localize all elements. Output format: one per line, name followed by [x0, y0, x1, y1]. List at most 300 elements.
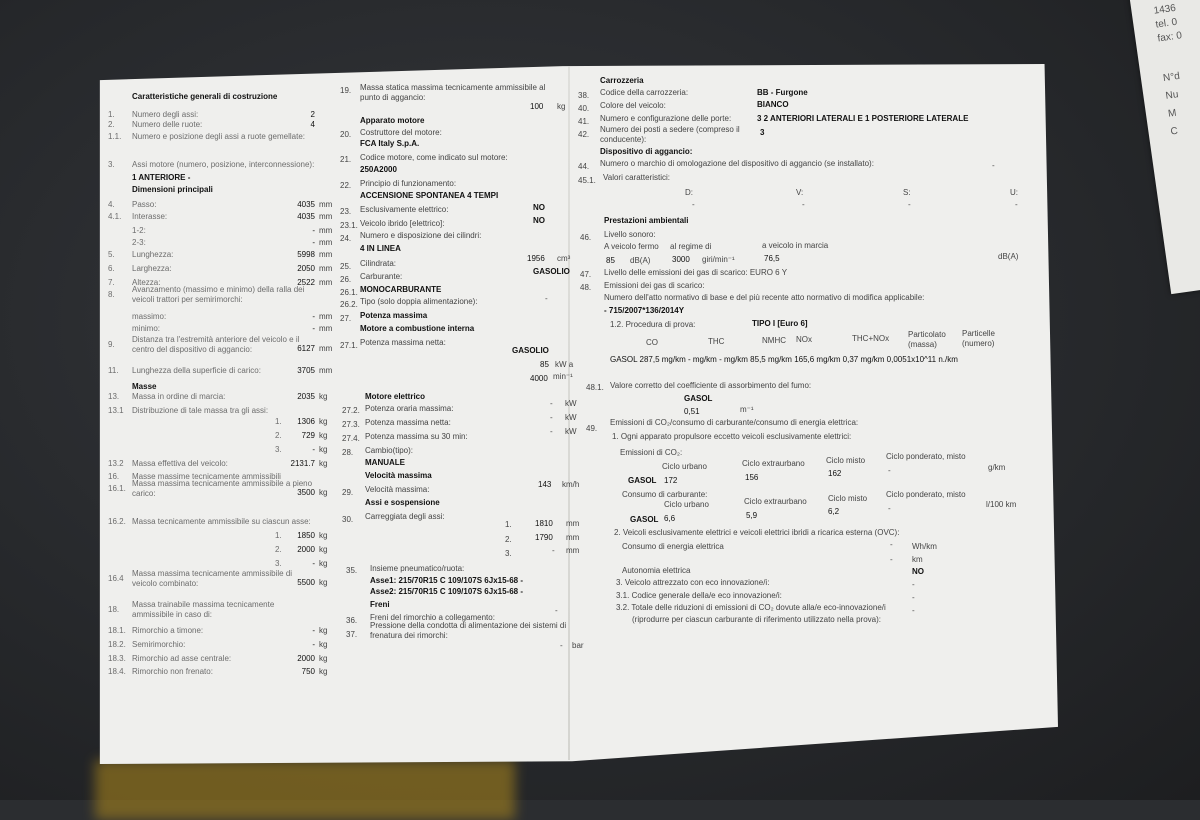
row-label: Rimorchio non frenato: [132, 667, 213, 676]
yellow-object [95, 760, 515, 820]
value: 100 [530, 102, 544, 111]
row-num: 22. [340, 181, 352, 190]
section-heading: Assi e sospensione [365, 498, 440, 507]
row-num: 27. [340, 314, 352, 323]
noise-label: A veicolo fermo [604, 242, 659, 251]
value: 85 [606, 256, 615, 265]
row-label: Assi motore (numero, posizione, interconnessione): [132, 160, 315, 169]
cycle-head: Ciclo misto [828, 494, 868, 503]
row-num: 42. [578, 130, 590, 139]
row-label: Esclusivamente elettrico: [360, 205, 449, 214]
unit: mm [319, 238, 333, 247]
row-label: Rimorchio a timone: [132, 626, 204, 635]
row-num: 9. [108, 340, 115, 349]
value: - [888, 504, 891, 513]
row-label: Distanza tra l'estremità anteriore del veicolo e il centro del dispositivo di aggancio: [132, 335, 300, 354]
value: ACCENSIONE SPONTANEA 4 TEMPI [360, 191, 499, 200]
cycle-head: Ciclo ponderato, misto [886, 452, 966, 461]
value: - [312, 640, 315, 649]
value: NO [533, 216, 545, 225]
row-num: 27.1. [340, 341, 358, 350]
row-label: Insieme pneumatico/ruota: [370, 564, 465, 573]
row-num: 23. [340, 207, 352, 216]
row-label: Colore del veicolo: [600, 101, 666, 110]
row-num: 7. [108, 278, 115, 287]
value: 4035 [297, 200, 315, 209]
row-label: 3. [275, 559, 282, 568]
row-num: 47. [580, 270, 592, 279]
row-label: Potenza massima netta: [365, 418, 451, 427]
unit: mm [319, 312, 333, 321]
unit: kg [319, 640, 328, 649]
axle-num: 3. [505, 549, 512, 558]
unit: g/km [988, 463, 1006, 472]
row-label: 2. [275, 431, 282, 440]
row-num: 44. [578, 162, 590, 171]
row-label: Costruttore del motore: [360, 128, 442, 137]
unit: mm [319, 366, 333, 375]
value: - [890, 555, 893, 564]
value: 2000 [297, 654, 315, 663]
row-label: Numero dell'atto normativo di base e del più recente atto normativo di modifica applicabile: [604, 293, 925, 302]
unit: mm [566, 519, 580, 528]
row-label: Carreggiata degli assi: [365, 512, 445, 521]
section-heading: Apparato motore [360, 116, 425, 125]
value: 76,5 [764, 254, 780, 263]
row-label: Valori caratteristici: [603, 173, 670, 182]
value: 2050 [297, 264, 315, 273]
row-label: Emissioni di CO₂: [620, 448, 683, 457]
side-card-line: tel. 0 [1154, 16, 1178, 31]
value: 3500 [297, 488, 315, 497]
row-num: 16.4 [108, 574, 124, 583]
emission-head: THC+NOx [852, 334, 890, 343]
row-num: 28. [342, 448, 354, 457]
value: - [912, 580, 915, 589]
row-label: 1. [275, 417, 282, 426]
value: BB - Furgone [757, 88, 808, 97]
cycle-head: Ciclo extraurbano [742, 459, 805, 468]
unit: mm [319, 226, 333, 235]
value: - [802, 200, 805, 209]
row-num: 18.3. [108, 654, 126, 663]
row-num: 3. [108, 160, 115, 169]
value: 5,9 [746, 511, 758, 520]
row-label: Velocità massima: [365, 485, 430, 494]
char-label: U: [1010, 188, 1018, 197]
value: 143 [538, 480, 552, 489]
value: 2 [310, 110, 315, 119]
value: GASOL [628, 476, 657, 485]
value: 156 [745, 473, 759, 482]
row-label: Lunghezza della superficie di carico: [132, 366, 261, 375]
char-label: V: [796, 188, 804, 197]
noise-label: a veicolo in marcia [762, 241, 829, 250]
unit: kg [319, 417, 328, 426]
row-label: Massa tecnicamente ammissibile su ciascun asse: [132, 517, 311, 526]
unit: kW a [555, 360, 574, 369]
unit: mm [319, 212, 333, 221]
row-num: 45.1. [578, 176, 596, 185]
row-label: Livello sonoro: [604, 230, 656, 239]
unit: kg [319, 431, 328, 440]
row-label: 1-2: [132, 226, 146, 235]
row-num: 27.3. [342, 420, 360, 429]
unit: kg [319, 445, 328, 454]
emission-head: NMHC [762, 336, 786, 345]
side-card-line: 1436 [1152, 2, 1177, 17]
value: 3 2 ANTERIORI LATERALI E 1 POSTERIORE LATERALE [757, 114, 969, 123]
row-label: Potenza oraria massima: [365, 404, 454, 413]
value: - [890, 540, 893, 549]
emission-head: THC [708, 337, 725, 346]
value: 162 [828, 469, 842, 478]
unit: kg [319, 459, 328, 468]
row-label: Consumo di carburante: [622, 490, 708, 499]
value: 1306 [297, 417, 315, 426]
row-label: 2-3: [132, 238, 146, 247]
row-num: 2. [108, 120, 115, 129]
unit: kW [565, 427, 577, 436]
value: 6,6 [664, 514, 676, 523]
emission-row: GASOL 287,5 mg/km - mg/km - mg/km 85,5 mg/km 165,6 mg/km 0,37 mg/km 0,0051x10^11 n./km [610, 355, 958, 364]
value: - [908, 200, 911, 209]
unit: giri/min⁻¹ [702, 255, 735, 264]
value: 2000 [297, 545, 315, 554]
noise-label: al regime di [670, 242, 712, 251]
side-card-line: M [1167, 107, 1178, 120]
section-heading: Dimensioni principali [132, 185, 213, 194]
row-num: 11. [108, 366, 119, 375]
row-label: 1.2. Procedura di prova: [610, 320, 696, 329]
row-num: 46. [580, 233, 592, 242]
value: 1810 [535, 519, 553, 528]
char-label: D: [685, 188, 693, 197]
unit: kg [319, 531, 328, 540]
value: 729 [301, 431, 315, 440]
value: NO [912, 567, 924, 576]
row-num: 30. [342, 515, 354, 524]
value: - [560, 641, 563, 650]
row-label: Freni del rimorchio a collegamento: [370, 613, 495, 622]
value: - [992, 161, 995, 170]
unit: mm [566, 533, 580, 542]
row-label: Codice motore, come indicato sul motore: [360, 153, 508, 162]
value: 2131.7 [290, 459, 315, 468]
value: - [312, 559, 315, 568]
section-heading: 1 ANTERIORE - [132, 173, 191, 182]
side-card-line: N°d [1162, 70, 1181, 85]
row-num: 26.2. [340, 300, 358, 309]
value: - [692, 200, 695, 209]
section-heading: Dispositivo di aggancio: [600, 147, 693, 156]
row-num: 24. [340, 234, 352, 243]
row-num: 38. [578, 91, 590, 100]
unit: Wh/km [912, 542, 937, 551]
unit: kg [557, 102, 566, 111]
row-label: Cambio(tipo): [365, 446, 414, 455]
section-heading: Freni [370, 600, 390, 609]
row-label: Veicolo ibrido [elettrico]: [360, 219, 445, 228]
row-num: 26. [340, 275, 352, 284]
value: - [312, 226, 315, 235]
row-label: Massa statica massima tecnicamente ammissibile al punto di aggancio: [360, 83, 546, 102]
row-label: Emissioni dei gas di scarico: [604, 281, 705, 290]
value: GASOLIO [512, 346, 549, 355]
value: 2035 [297, 392, 315, 401]
value: FCA Italy S.p.A. [360, 139, 420, 148]
row-num: 27.2. [342, 406, 360, 415]
row-num: 18. [108, 605, 120, 614]
row-label: Tipo (solo doppia alimentazione): [360, 297, 478, 306]
row-label: Emissioni di CO₂/consumo di carburante/consumo di energia elettrica: [610, 418, 859, 427]
value: - [312, 238, 315, 247]
value: 1790 [535, 533, 553, 542]
unit: kg [319, 578, 328, 587]
unit: kg [319, 392, 328, 401]
section-heading: Motore a combustione interna [360, 324, 475, 333]
row-label: Massa massima tecnicamente ammissibile a pieno carico: [132, 479, 313, 498]
row-label: Numero e disposizione dei cilindri: [360, 231, 482, 240]
side-card-line: C [1169, 125, 1179, 138]
row-label: Numero o marchio di omologazione del dispositivo di aggancio (se installato): [600, 159, 874, 168]
row-label: 3. [275, 445, 282, 454]
value: 0,51 [684, 407, 700, 416]
cycle-head: Ciclo extraurbano [744, 497, 807, 506]
cycle-head: Ciclo misto [826, 456, 866, 465]
row-num: 23.1. [340, 221, 358, 230]
row-label: Potenza massima netta: [360, 338, 446, 347]
value: 172 [664, 476, 678, 485]
value: 1850 [297, 531, 315, 540]
value: 4 IN LINEA [360, 244, 401, 253]
row-num: 36. [346, 616, 358, 625]
row-label: 1. [275, 531, 282, 540]
unit: kg [319, 654, 328, 663]
unit: l/100 km [986, 500, 1017, 509]
unit: kg [319, 545, 328, 554]
row-label: Semirimorchio: [132, 640, 186, 649]
value: GASOL [630, 515, 659, 524]
row-num: 16.2. [108, 517, 126, 526]
row-num: 1. [108, 110, 115, 119]
value: GASOL [684, 394, 713, 403]
row-num: 16. [108, 472, 120, 481]
unit: kg [319, 559, 328, 568]
value: - [555, 606, 558, 615]
row-num: 19. [340, 86, 352, 95]
row-label: Avanzamento (massimo e minimo) della ralla dei veicoli trattori per semirimorchi: [132, 285, 305, 304]
value: 3 [760, 128, 765, 137]
unit: kg [319, 667, 328, 676]
unit: mm [319, 324, 333, 333]
row-label: Valore corretto del coefficiente di assorbimento del fumo: [610, 381, 812, 390]
row-label: Altezza: [132, 278, 161, 287]
side-card-line: Nu [1164, 89, 1180, 102]
row-label: Lunghezza: [132, 250, 174, 259]
row-num: 49. [586, 424, 598, 433]
row-label: 3.1. Codice generale della/e eco innovazione/i: [616, 591, 782, 600]
value: Asse1: 215/70R15 C 109/107S 6Jx15-68 - [370, 576, 523, 585]
row-num: 20. [340, 130, 352, 139]
row-label: (riprodurre per ciascun carburante di riferimento utilizzato nella prova): [632, 615, 881, 624]
row-num: 35. [346, 566, 358, 575]
unit: kW [565, 399, 577, 408]
unit: mm [319, 250, 333, 259]
row-label: 2. Veicoli esclusivamente elettrici e veicoli elettrici ibridi a ricarica esterna (OVC): [614, 528, 900, 537]
row-num: 4. [108, 200, 115, 209]
emission-head: Particelle (numero) [962, 329, 995, 348]
axle-num: 2. [505, 535, 512, 544]
unit: kW [565, 413, 577, 422]
emission-head: Particolato (massa) [908, 330, 946, 349]
value: 750 [301, 667, 315, 676]
unit: km [912, 555, 923, 564]
row-label: Massa massima tecnicamente ammissibile di veicolo combinato: [132, 569, 293, 588]
value: GASOLIO [533, 267, 570, 276]
row-num: 18.4. [108, 667, 126, 676]
row-num: 41. [578, 117, 590, 126]
row-label: 2. [275, 545, 282, 554]
unit: m⁻¹ [740, 405, 754, 414]
value: - [312, 324, 315, 333]
side-card-line: fax: 0 [1156, 30, 1183, 45]
row-num: 4.1. [108, 212, 122, 221]
value: 250A2000 [360, 165, 397, 174]
unit: min⁻¹ [553, 372, 573, 381]
row-label: Consumo di energia elettrica [622, 542, 724, 551]
row-label: Numero e configurazione delle porte: [600, 114, 732, 123]
row-num: 16.1. [108, 484, 126, 493]
value: - [888, 466, 891, 475]
value: 6,2 [828, 507, 840, 516]
value: - [550, 399, 553, 408]
unit: mm [319, 200, 333, 209]
row-label: Passo: [132, 200, 157, 209]
row-label: Cilindrata: [360, 259, 397, 268]
axle-num: 1. [505, 520, 512, 529]
document-heading: Caratteristiche generali di costruzione [132, 92, 278, 101]
row-num: 5. [108, 250, 115, 259]
emission-head: CO [646, 338, 658, 347]
row-label: Principio di funzionamento: [360, 179, 457, 188]
value: MONOCARBURANTE [360, 285, 442, 294]
row-num: 21. [340, 155, 352, 164]
row-label: 3.2. Totale delle riduzioni di emissioni di CO₂ dovute alla/e eco-innovazione/i [616, 603, 886, 612]
row-label: Interasse: [132, 212, 168, 221]
row-num: 27.4. [342, 434, 360, 443]
row-num: 18.2. [108, 640, 126, 649]
char-label: S: [903, 188, 911, 197]
section-heading: Masse [132, 382, 157, 391]
row-num: 48.1. [586, 383, 604, 392]
row-label: minimo: [132, 324, 161, 333]
value: 4000 [530, 374, 548, 383]
row-label: Numero delle ruote: [132, 120, 203, 129]
value: - [912, 606, 915, 615]
value: 1956 [527, 254, 545, 263]
value: 5998 [297, 250, 315, 259]
row-num: 26.1. [340, 288, 358, 297]
row-label: Numero dei posti a sedere (compreso il conducente): [600, 125, 740, 144]
value: 5500 [297, 578, 315, 587]
row-num: 48. [580, 283, 592, 292]
value: - [550, 427, 553, 436]
row-num: 8. [108, 290, 115, 299]
row-label: Masse massime tecnicamente ammissibili [132, 472, 281, 481]
row-num: 13. [108, 392, 120, 401]
row-label: Massa trainabile massima tecnicamente ammissibile in caso di: [132, 600, 275, 619]
section-heading: Carrozzeria [600, 76, 644, 85]
value: - 715/2007*136/2014Y [604, 306, 685, 315]
row-num: 1.1. [108, 132, 122, 141]
row-label: Pressione della condotta di alimentazione dei sistemi di frenatura dei rimorchi: [370, 621, 567, 640]
value: 4035 [297, 212, 315, 221]
row-label: Distribuzione di tale massa tra gli assi: [132, 406, 269, 415]
value: 3705 [297, 366, 315, 375]
row-label: 3. Veicolo attrezzato con eco innovazione/i: [616, 578, 770, 587]
unit: bar [572, 641, 584, 650]
row-label: massimo: [132, 312, 167, 321]
value: - [312, 445, 315, 454]
cycle-head: Ciclo urbano [662, 462, 707, 471]
unit: mm [319, 344, 333, 353]
row-num: 13.2 [108, 459, 124, 468]
value: 6127 [297, 344, 315, 353]
value: 4 [310, 120, 315, 129]
unit: dB(A) [998, 252, 1019, 261]
row-label: Carburante: [360, 272, 403, 281]
value: - [552, 546, 555, 555]
row-num: 40. [578, 104, 590, 113]
value: - [912, 593, 915, 602]
row-label: Codice della carrozzeria: [600, 88, 689, 97]
row-num: 13.1 [108, 406, 124, 415]
unit: kg [319, 626, 328, 635]
value: TIPO I [Euro 6] [752, 319, 808, 328]
row-num: 29. [342, 488, 354, 497]
row-label: Rimorchio ad asse centrale: [132, 654, 232, 663]
row-num: 25. [340, 262, 352, 271]
section-heading: Velocità massima [365, 471, 432, 480]
unit: km/h [562, 480, 580, 489]
row-label: Livello delle emissioni dei gas di scarico: EURO 6 Y [604, 268, 788, 277]
value: MANUALE [365, 458, 405, 467]
row-num: 6. [108, 264, 115, 273]
value: - [545, 294, 548, 303]
value: - [312, 626, 315, 635]
emission-head: NOx [796, 335, 812, 344]
row-label: Autonomia elettrica [622, 566, 691, 575]
unit: kg [319, 488, 328, 497]
value: - [312, 312, 315, 321]
row-num: 37. [346, 630, 358, 639]
row-label: Numero e posizione degli assi a ruote gemellate: [132, 132, 305, 141]
row-label: Massa in ordine di marcia: [132, 392, 226, 401]
value: - [1015, 200, 1018, 209]
cycle-head: Ciclo urbano [664, 500, 709, 509]
unit: mm [319, 264, 333, 273]
section-heading: Motore elettrico [365, 392, 426, 401]
row-label: 1. Ogni apparato propulsore eccetto veicoli esclusivamente elettrici: [612, 432, 852, 441]
row-label: Massa effettiva del veicolo: [132, 459, 228, 468]
row-num: 18.1. [108, 626, 126, 635]
value: 2522 [297, 278, 315, 287]
value: NO [533, 203, 545, 212]
unit: mm [566, 546, 580, 555]
row-label: Larghezza: [132, 264, 172, 273]
cycle-head: Ciclo ponderato, misto [886, 490, 966, 499]
